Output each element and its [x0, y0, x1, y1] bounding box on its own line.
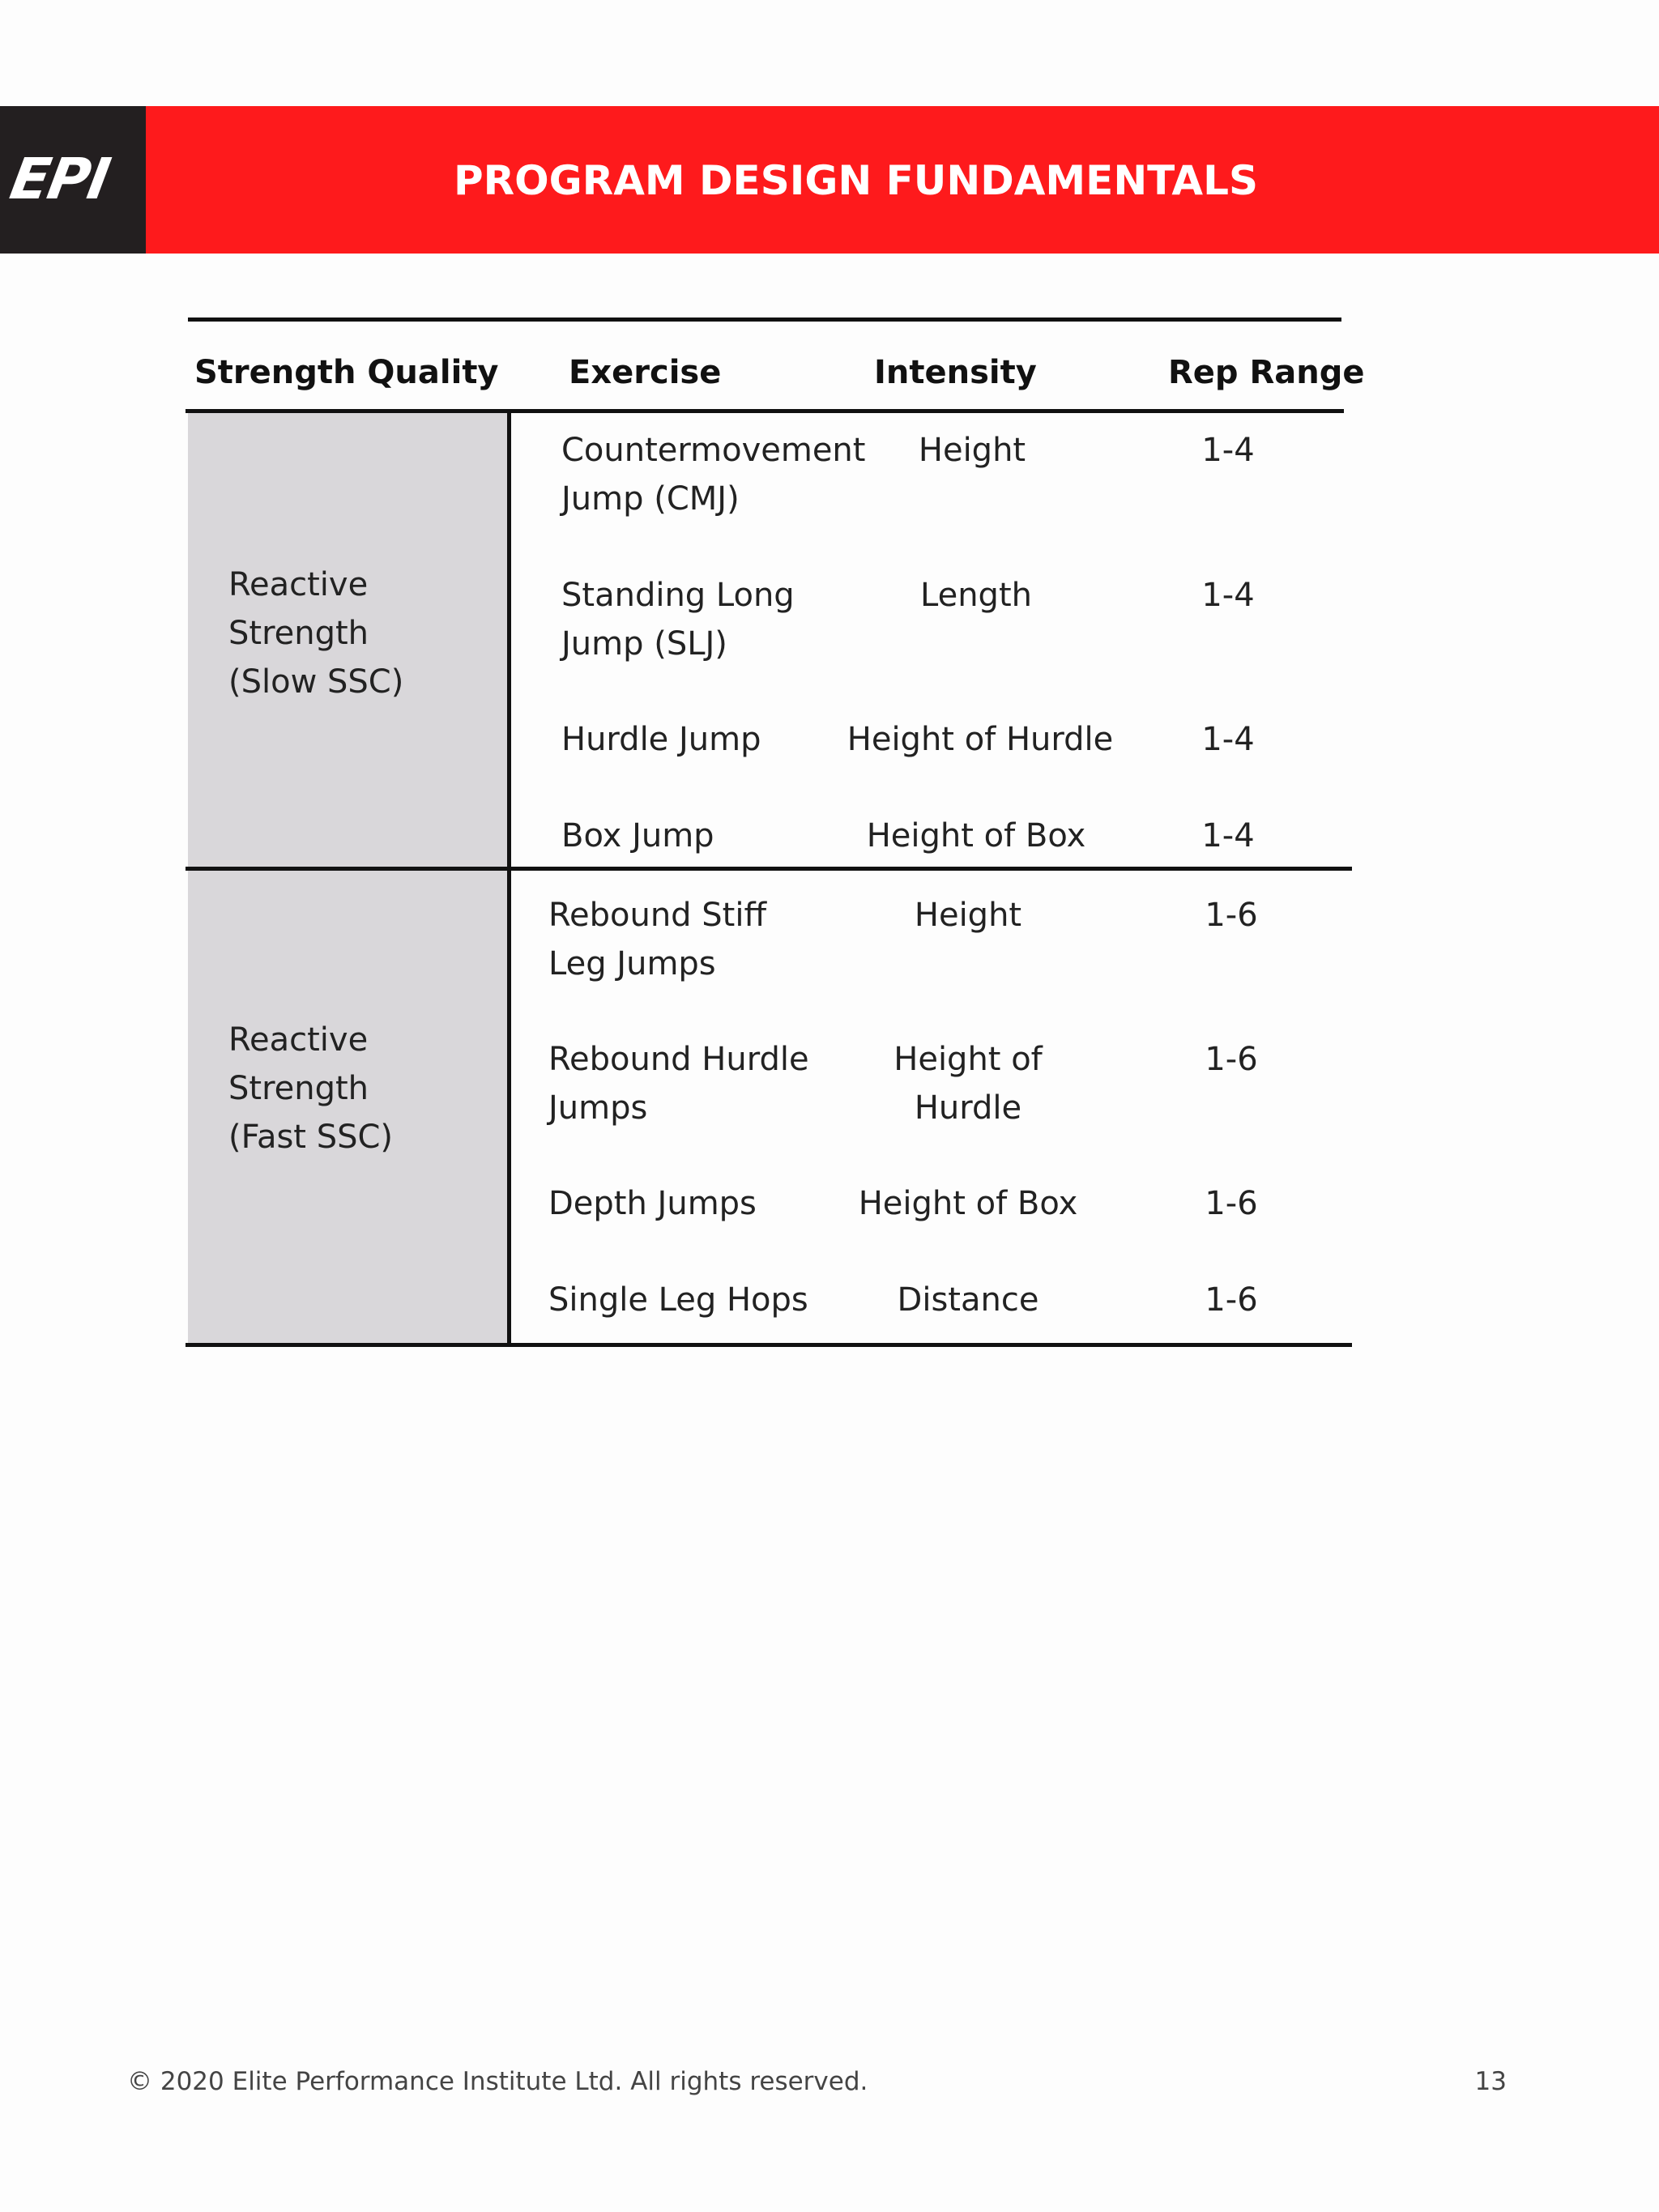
logo — [0, 106, 146, 254]
intensity-cell: Height of Hurdle — [847, 721, 1114, 758]
intensity-cell: Height of Box — [866, 817, 1086, 855]
column-header-strength-quality: Strength Quality — [194, 354, 499, 391]
page-number: 13 — [1474, 2067, 1507, 2096]
logo-text: EPI — [5, 146, 114, 212]
intensity-cell: Height of Box — [858, 1185, 1078, 1222]
copyright-text: © 2020 Elite Performance Institute Ltd. All rights reserved. — [127, 2067, 868, 2096]
rep-range-cell: 1-4 — [1201, 721, 1255, 758]
rep-range-cell: 1-4 — [1201, 577, 1255, 614]
intensity-cell: Distance — [897, 1281, 1039, 1319]
table-bottom-rule — [186, 1343, 1352, 1347]
rep-range-cell: 1-4 — [1201, 432, 1255, 469]
rep-range-cell: 1-6 — [1205, 1185, 1258, 1222]
exercise-cell: Rebound Stiff Leg Jumps — [548, 897, 767, 982]
table-top-rule — [188, 318, 1341, 322]
column-header-rep-range: Rep Range — [1168, 354, 1365, 391]
strength-quality-label: Reactive Strength (Fast SSC) — [228, 1021, 394, 1156]
intensity-cell: Height — [918, 432, 1026, 469]
strength-quality-label: Reactive Strength (Slow SSC) — [228, 566, 404, 701]
column-header-intensity: Intensity — [874, 354, 1037, 391]
exercise-cell: Single Leg Hops — [548, 1281, 808, 1319]
rep-range-cell: 1-6 — [1205, 897, 1258, 934]
page-title: PROGRAM DESIGN FUNDAMENTALS — [454, 157, 1258, 204]
exercise-cell: Rebound Hurdle Jumps — [548, 1041, 809, 1127]
exercise-cell: Standing Long Jump (SLJ) — [561, 577, 795, 663]
rep-range-cell: 1-4 — [1201, 817, 1255, 855]
exercise-cell: Box Jump — [561, 817, 714, 855]
exercise-cell: Countermovement Jump (CMJ) — [561, 432, 866, 518]
intensity-cell: Length — [920, 577, 1032, 614]
column-divider — [507, 411, 511, 1345]
exercise-cell: Hurdle Jump — [561, 721, 761, 758]
intensity-cell: Height — [914, 897, 1022, 934]
exercise-cell: Depth Jumps — [548, 1185, 757, 1222]
rep-range-cell: 1-6 — [1205, 1041, 1258, 1078]
rep-range-cell: 1-6 — [1205, 1281, 1258, 1319]
column-header-exercise: Exercise — [569, 354, 722, 391]
intensity-cell: Height of Hurdle — [893, 1041, 1043, 1127]
